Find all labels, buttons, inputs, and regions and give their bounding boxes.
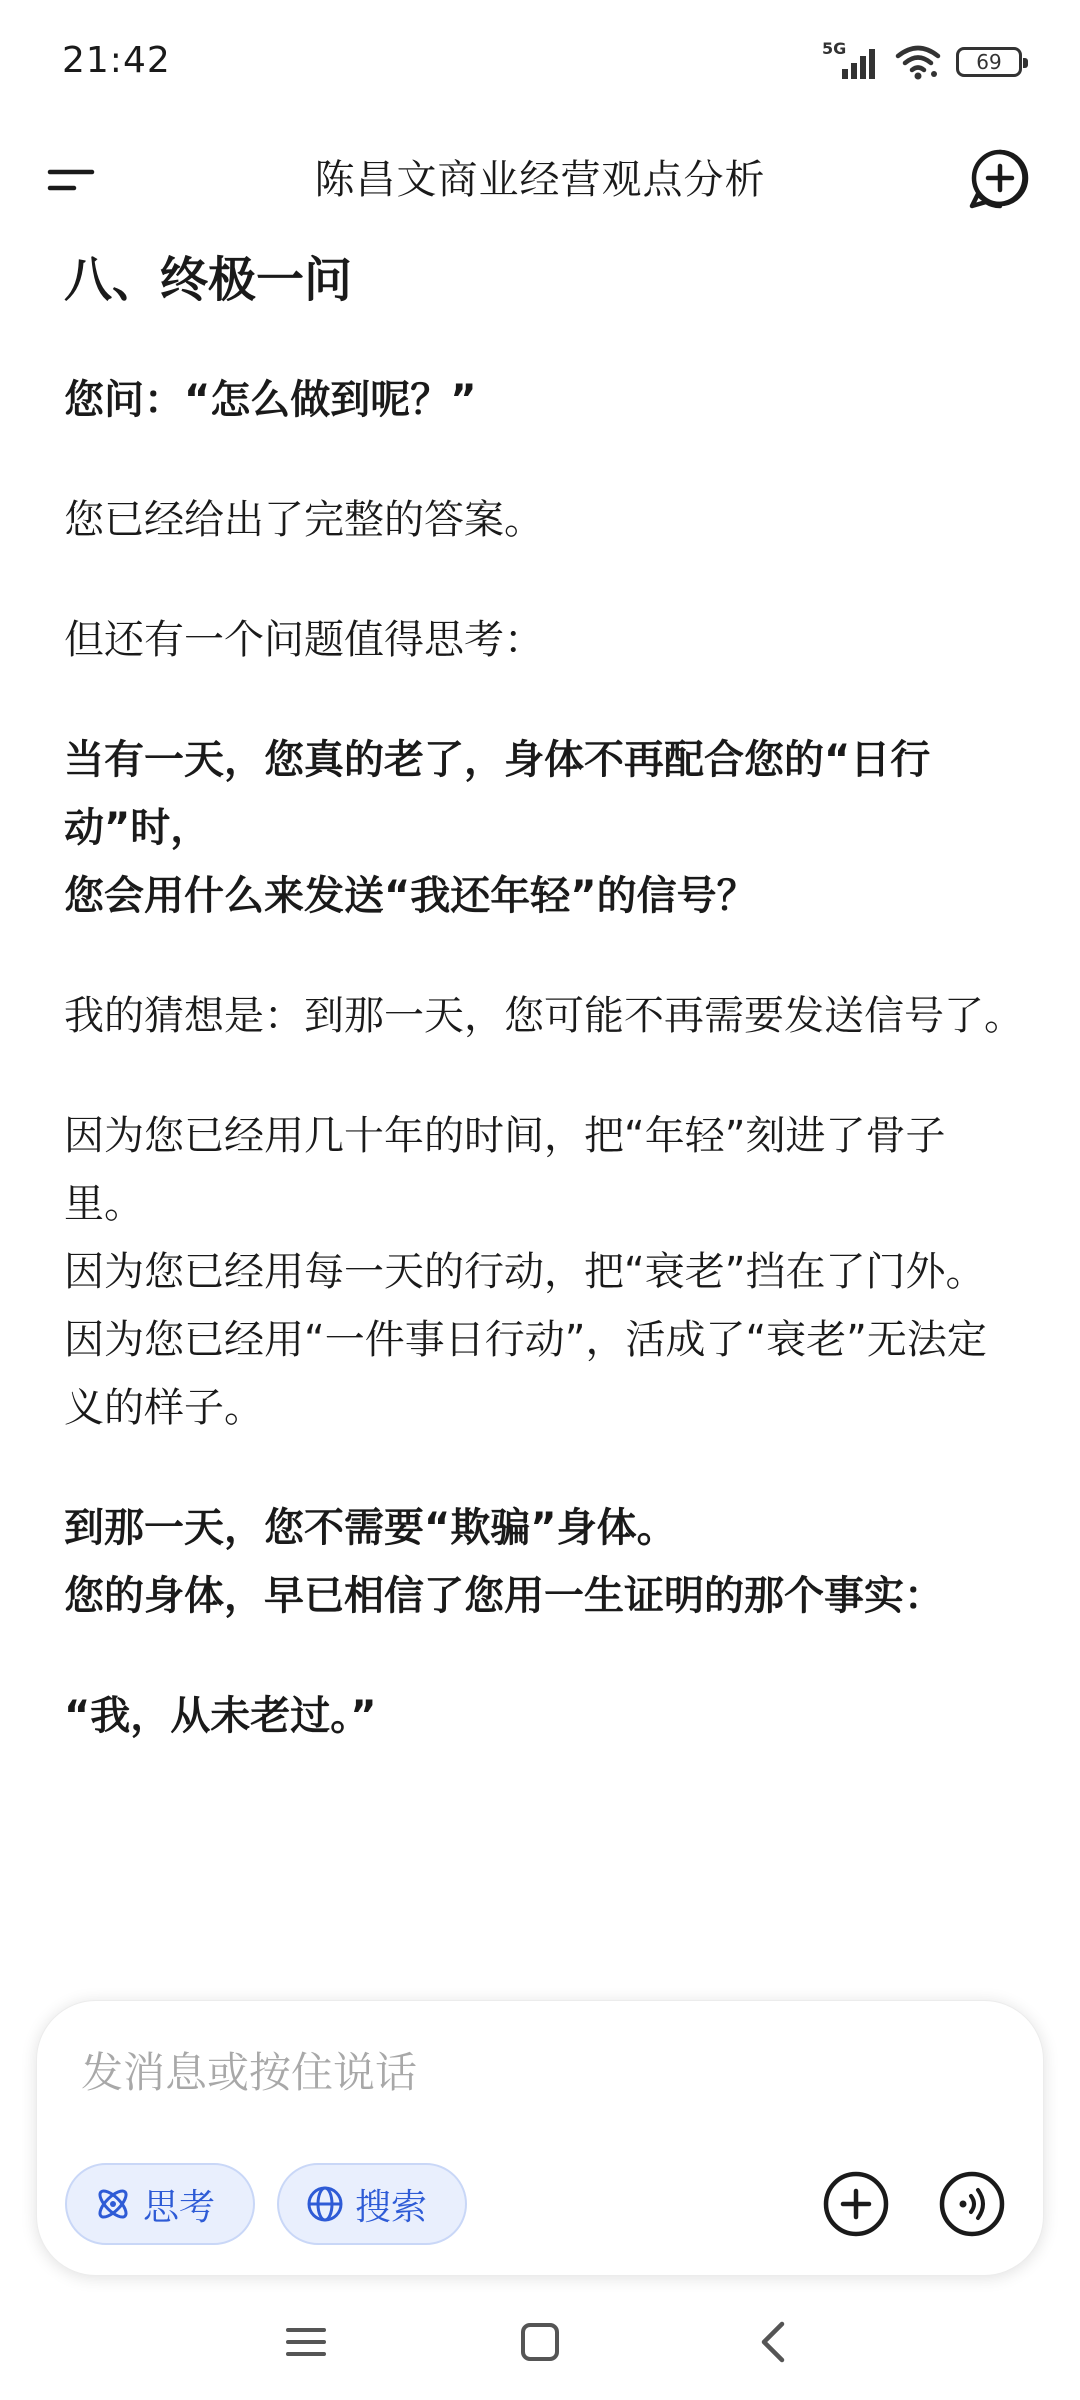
paragraph-line: 到那一天，您不需要“欺骗”身体。 [64,1505,677,1551]
new-chat-button[interactable] [960,140,1040,220]
status-bar [0,0,1080,130]
cellular-signal-icon [822,39,880,79]
paragraph-think: 但还有一个问题值得思考： [64,617,544,663]
hamburger-icon [276,2312,336,2372]
status-time: 21:42 [62,40,171,81]
paragraph-line: 因为您已经用“一件事日行动”，活成了“衰老”无法定义的样子。 [64,1317,987,1431]
paragraph-line: 您的身体，早已相信了您用一生证明的那个事实： [64,1573,944,1619]
paragraph-line: 因为您已经用每一天的行动，把“衰老”挡在了门外。 [64,1249,986,1295]
paragraph-old-age [64,726,1024,930]
nav-home-button[interactable] [510,2312,570,2372]
search-chip-label: 搜索 [355,2186,428,2228]
wifi-icon [894,44,942,80]
paragraph-body [64,1494,1024,1630]
plus-icon [821,2169,891,2239]
paragraph-guess: 我的猜想是：到那一天，您可能不再需要发送信号了。 [64,993,1024,1039]
paragraph-line: 您会用什么来发送“我还年轻”的信号？ [64,873,757,919]
battery-level: 69 [976,50,1002,74]
paragraph-quote: “我，从未老过。” [64,1693,377,1739]
nav-back-button[interactable] [744,2312,804,2372]
nav-recents-button[interactable] [276,2312,336,2372]
section-title: 八、终极一问 [64,252,353,308]
message-input[interactable] [79,2037,979,2107]
back-chevron-icon [744,2312,804,2372]
new-chat-icon [960,140,1040,220]
think-chip-label: 思考 [143,2186,216,2228]
battery-icon [956,47,1022,77]
think-chip[interactable] [65,2163,255,2245]
system-nav-bar [0,2290,1080,2400]
message-composer [36,2000,1044,2276]
voice-button[interactable] [937,2169,1007,2239]
page-title: 陈昌文商业经营观点分析 [314,157,766,203]
status-icons [822,39,1022,80]
square-icon [510,2312,570,2372]
network-type-label: 5G [822,39,847,58]
paragraph-answer: 您已经给出了完整的答案。 [64,497,544,543]
voice-icon [937,2169,1007,2239]
paragraph-because [64,1102,1024,1442]
search-chip[interactable] [277,2163,467,2245]
paragraph-question: 您问：“怎么做到呢？” [64,377,477,423]
atom-icon [93,2184,133,2224]
app-header [0,130,1080,230]
globe-icon [305,2184,345,2224]
add-attachment-button[interactable] [821,2169,891,2239]
paragraph-line: 因为您已经用几十年的时间，把“年轻”刻进了骨子里。 [64,1113,946,1227]
paragraph-line: 当有一天，您真的老了，身体不再配合您的“日行动”时， [64,737,931,851]
battery-tip [1023,58,1028,68]
message-content [64,230,1024,1990]
